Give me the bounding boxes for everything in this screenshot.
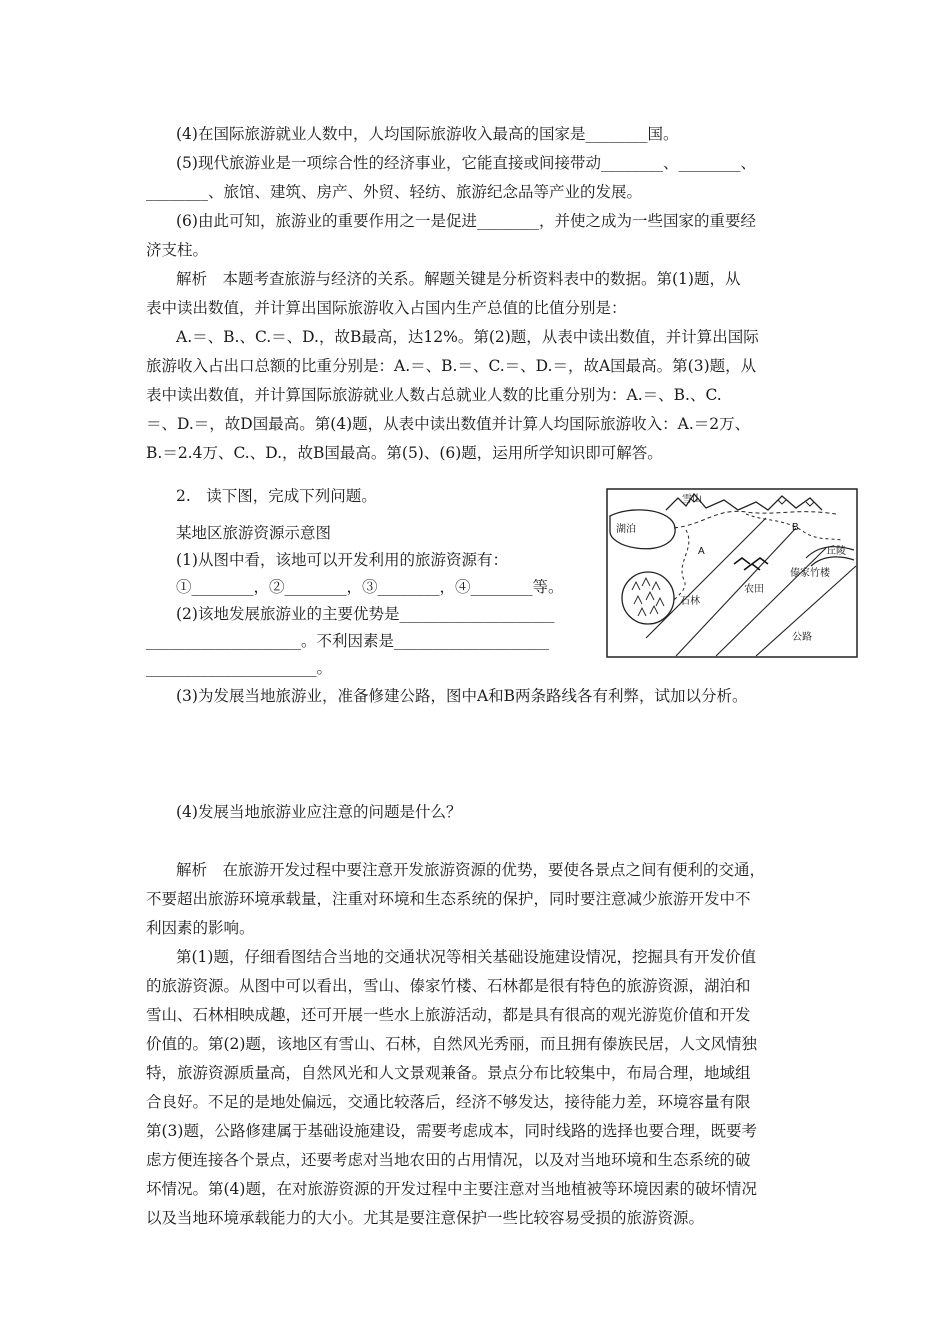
q2-analysis-line: 坏情况。第(4)题，在对旅游资源的开发过程中主要注意对当地植被等环境因素的破坏情况	[146, 1180, 757, 1198]
q2-analysis-line: 的旅游资源。从图中可以看出，雪山、傣家竹楼、石林都是很有特色的旅游资源，湖泊和	[146, 977, 751, 995]
q1-item-6: (6)由此可知，旅游业的重要作用之一是促进________，并使之成为一些国家的重要经	[176, 212, 756, 230]
q2-analysis-line: 不要超出旅游环境承载量，注重对环境和生态系统的保护，同时要注意减少旅游开发中不	[146, 890, 751, 908]
label-snow-mountain: 雪山	[682, 494, 702, 505]
q1-analysis-line: ＝、D.＝，故D国最高。第(4)题，从表中读出数值并计算人均国际旅游收入：A.＝2万、	[146, 415, 751, 433]
map-caption: 某地区旅游资源示意图	[176, 524, 332, 542]
q1-analysis-line: 旅游收入占出口总额的比重分别是：A.＝、B.＝、C.＝、D.＝，故A国最高。第(3)题，从	[146, 357, 757, 375]
label-farmland: 农田	[744, 584, 764, 595]
q2-analysis-line: 解析 在旅游开发过程中要注意开发旅游资源的优势，要使各景点之间有便利的交通，	[176, 861, 766, 879]
q2-item-2: (2)该地发展旅游业的主要优势是____________________	[176, 605, 555, 623]
q2-analysis-line: 价值的。第(2)题，该地区有雪山、石林，自然风光秀丽，而且拥有傣族民居，人文风情独	[146, 1035, 757, 1053]
q2-item-2-cont: ______________________。	[146, 659, 333, 677]
q2-analysis-line: 利因素的影响。	[146, 919, 255, 937]
q2-analysis-line: 第(3)题，公路修建属于基础设施建设，需要考虑成本，同时线路的选择也要合理，既要考	[146, 1122, 757, 1140]
q1-item-5: (5)现代旅游业是一项综合性的经济事业，它能直接或间接带动________、________、	[176, 154, 756, 172]
q1-analysis-line: A.＝、B.、C.＝、D.，故B最高，达12%。第(2)题，从表中读出数值，并计算出国际	[176, 328, 759, 346]
q1-analysis-line: B.＝2.4万、C.、D.，故B国最高。第(5)、(6)题，运用所学知识即可解答。	[146, 444, 663, 462]
q2-analysis-line: 以及当地环境承载能力的大小。尤其是要注意保护一些比较容易受损的旅游资源。	[146, 1209, 705, 1227]
q2-analysis-line: 特，旅游资源质量高，自然风光和人文景观兼备。景点分布比较集中，布局合理，地域组	[146, 1064, 751, 1082]
q1-item-4: (4)在国际旅游就业人数中，人均国际旅游收入最高的国家是________国。	[176, 125, 679, 143]
q1-analysis-line: 解析 本题考查旅游与经济的关系。解题关键是分析资料表中的数据。第(1)题，从	[176, 270, 741, 288]
q2-analysis-line: 虑方便连接各个景点，还要考虑对当地农田的占用情况，以及对当地环境和生态系统的破	[146, 1151, 751, 1169]
tourism-resource-map	[606, 488, 858, 658]
label-hills: 丘陵	[826, 546, 846, 557]
q2-item-3: (3)为发展当地旅游业，准备修建公路，图中A和B两条路线各有利弊，试加以分析。	[176, 687, 748, 705]
q2-item-4: (4)发展当地旅游业应注意的问题是什么？	[176, 803, 462, 821]
q2-item-2-cont: ____________________。不利因素是____________________	[146, 632, 550, 650]
stone-forest-area	[622, 572, 674, 624]
label-lake: 湖泊	[616, 524, 636, 535]
q2-analysis-line: 雪山、石林相映成趣，还可开展一些水上旅游活动，都是具有很高的观光游览价值和开发	[146, 1006, 751, 1024]
label-stone-forest: 石林	[680, 596, 700, 607]
q2-item-1-blanks: ①________，②________，③________，④________等。	[176, 578, 564, 596]
q2-analysis-line: 第(1)题，仔细看图结合当地的交通状况等相关基础设施建设情况，挖掘具有开发价值	[176, 948, 756, 966]
q2-item-1: (1)从图中看，该地可以开发利用的旅游资源有：	[176, 551, 508, 569]
label-route-a: A	[698, 546, 705, 557]
label-road: 公路	[792, 632, 812, 643]
q2-stem: 2. 读下图，完成下列问题。	[176, 487, 377, 505]
q1-analysis-line: 表中读出数值，并计算国际旅游就业人数占总就业人数的比重分别为：A.＝、B.、C.	[146, 386, 722, 404]
q2-analysis-line: 合良好。不足的是地处偏远，交通比较落后，经济不够发达，接待能力差，环境容量有限	[146, 1093, 751, 1111]
q1-analysis-line: 表中读出数值，并计算出国际旅游收入占国内生产总值的比值分别是：	[146, 299, 627, 317]
label-bamboo-house: 傣家竹楼	[790, 568, 830, 579]
q1-item-6-cont: 济支柱。	[146, 241, 209, 259]
q1-item-5-cont: ________、旅馆、建筑、房产、外贸、轻纺、旅游纪念品等产业的发展。	[146, 183, 643, 201]
label-route-b: B	[792, 522, 799, 533]
